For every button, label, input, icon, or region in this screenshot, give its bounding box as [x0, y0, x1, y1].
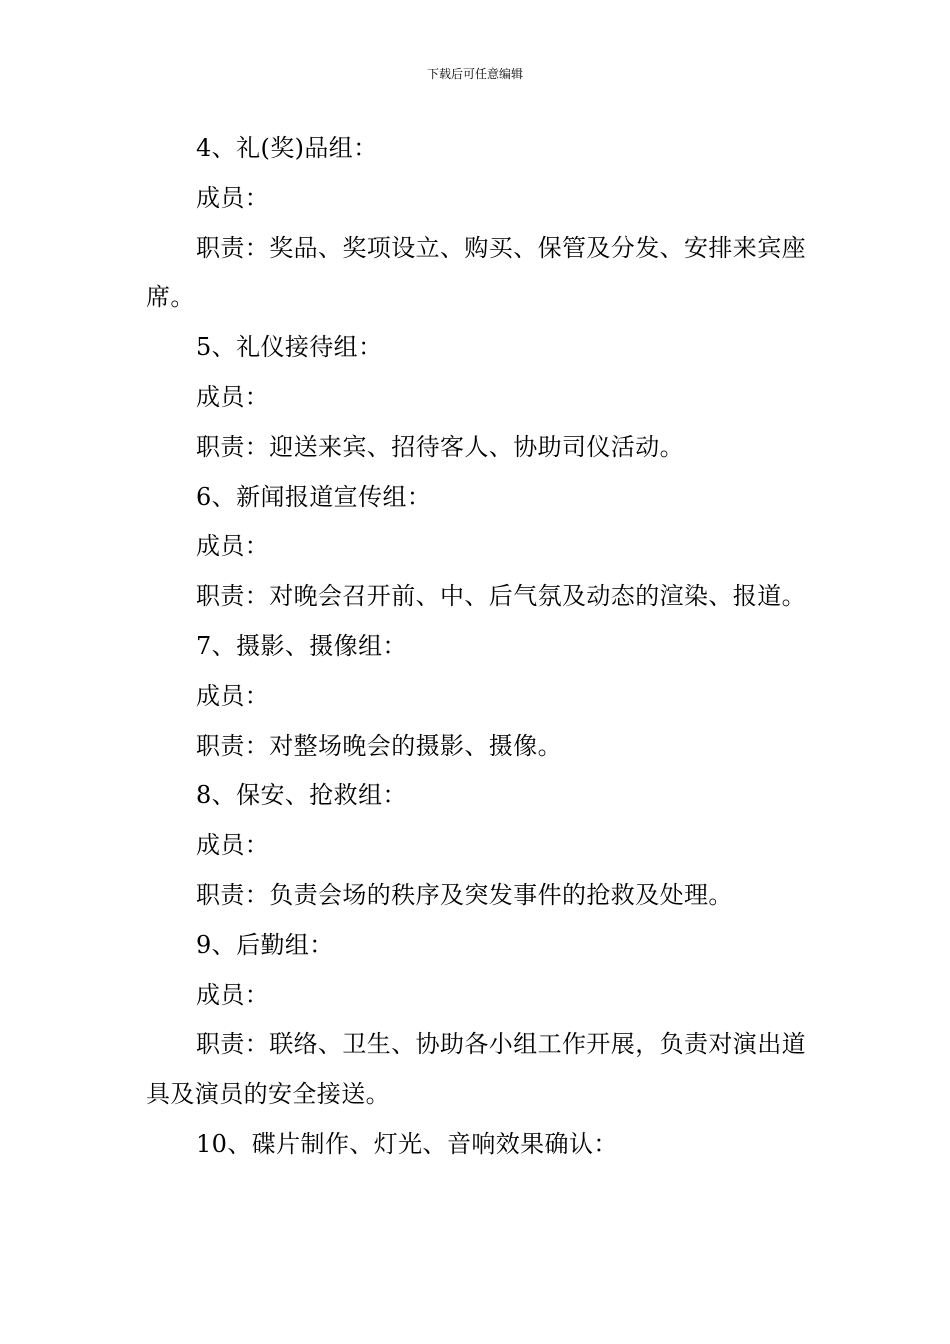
duties-line: 职责：迎送来宾、招待客人、协助司仪活动。 — [196, 432, 684, 461]
duties-line: 职责：对整场晚会的摄影、摄像。 — [196, 731, 562, 760]
page-header: 下载后可任意编辑 — [426, 67, 523, 81]
section-heading-news: 6、新闻报道宣传组： — [196, 482, 432, 511]
members-line: 成员： — [196, 681, 270, 710]
members-line: 成员： — [196, 183, 270, 212]
section-heading-reception: 5、礼仪接待组： — [196, 333, 383, 362]
section-heading-photography: 7、摄影、摄像组： — [196, 631, 407, 660]
members-line: 成员： — [196, 980, 270, 1009]
duties-line: 职责：联络、卫生、协助各小组工作开展，负责对演出道具及演员的安全接送。 — [146, 1030, 806, 1109]
section-heading-media: 10、碟片制作、灯光、音响效果确认： — [196, 1129, 618, 1158]
duties-line: 职责：对晚会召开前、中、后气氛及动态的渲染、报道。 — [196, 582, 806, 611]
members-line: 成员： — [196, 382, 270, 411]
duties-line: 职责：负责会场的秩序及突发事件的抢救及处理。 — [196, 880, 733, 909]
members-line: 成员： — [196, 532, 270, 561]
section-heading-gifts: 4、礼(奖)品组： — [196, 134, 378, 162]
document-body — [146, 124, 806, 1170]
section-heading-security: 8、保安、抢救组： — [196, 781, 407, 810]
section-heading-logistics: 9、后勤组： — [196, 930, 334, 959]
duties-line: 职责：奖品、奖项设立、购买、保管及分发、安排来宾座席。 — [146, 233, 806, 312]
members-line: 成员： — [196, 831, 270, 860]
